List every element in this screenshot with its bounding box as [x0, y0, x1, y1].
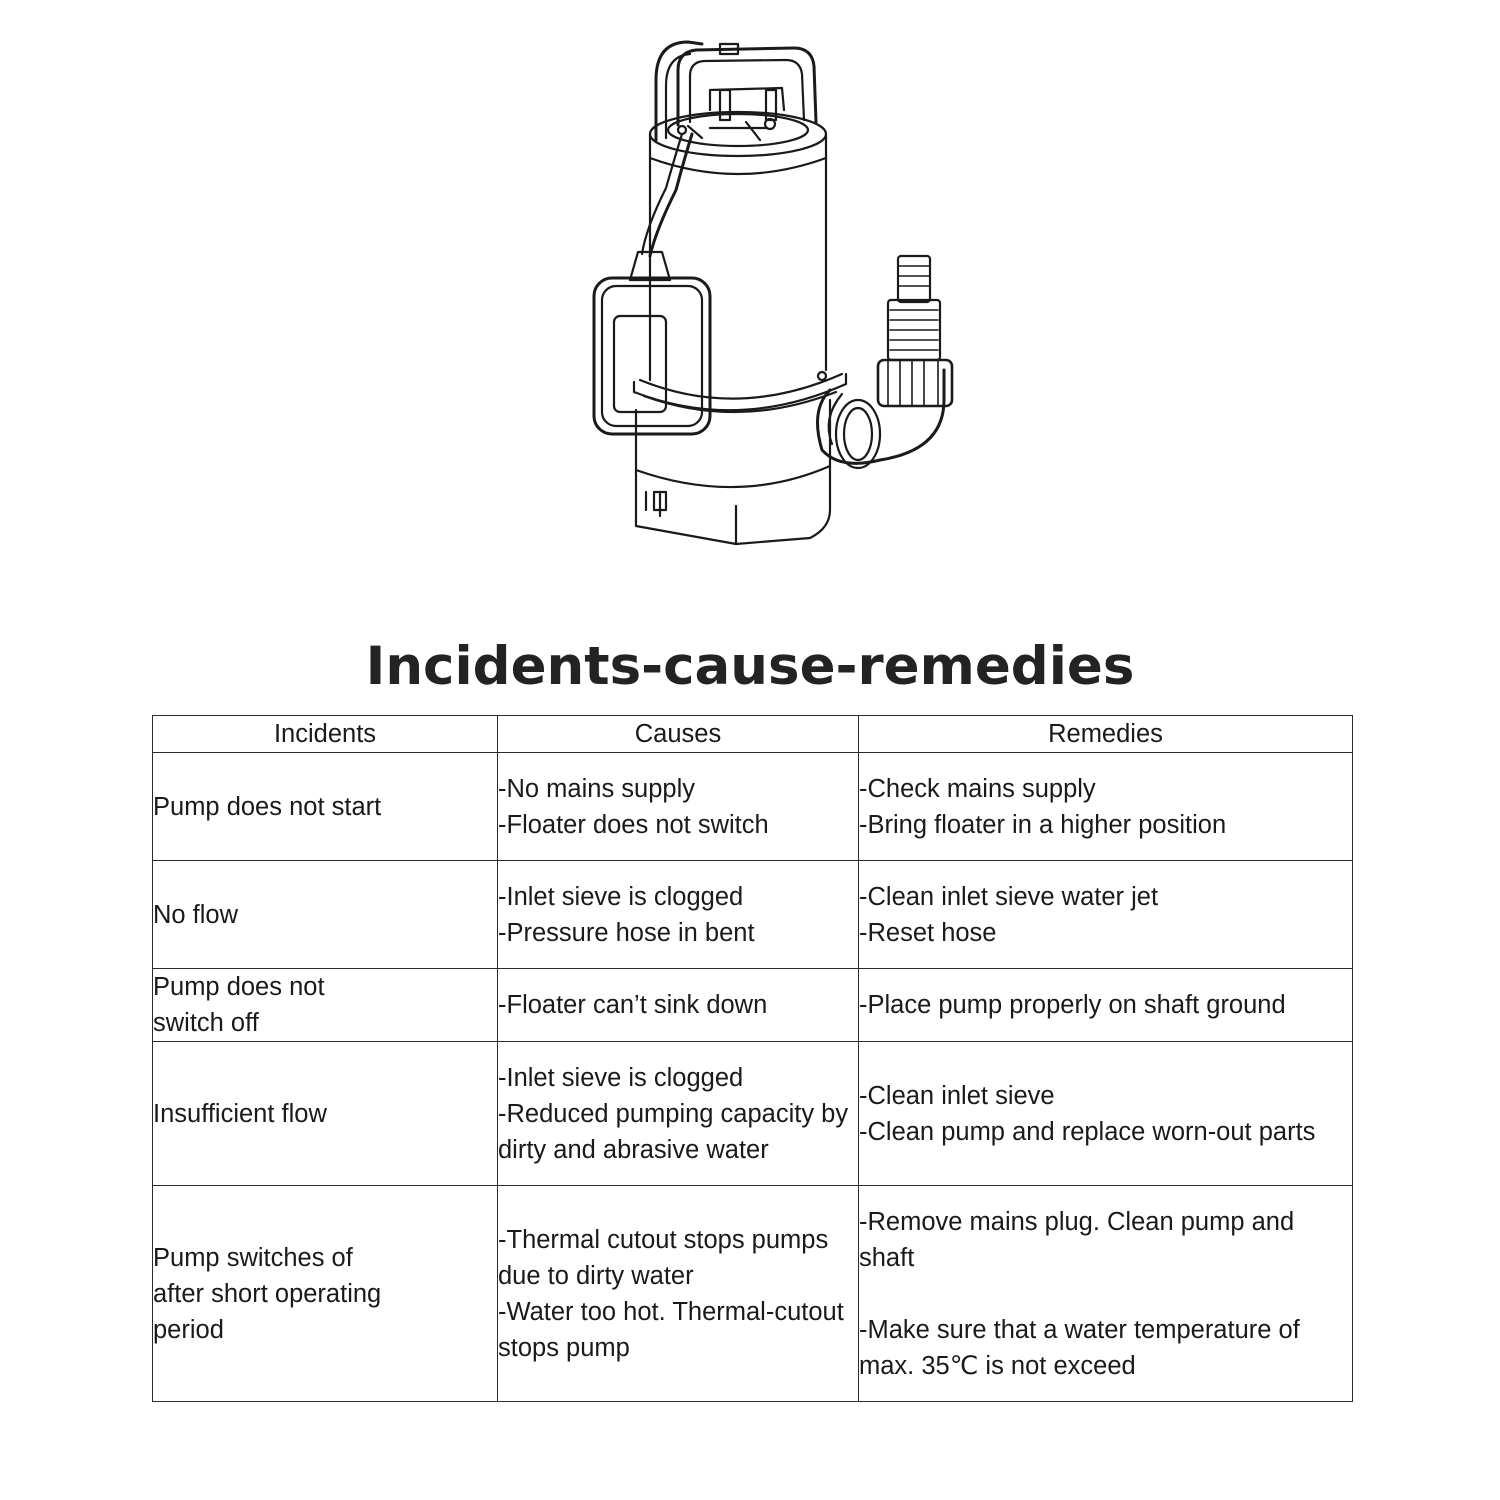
table-row [153, 969, 1353, 1042]
cause-line: -Water too hot. Thermal-cutout stops pump [498, 1297, 851, 1362]
remedy-cell [859, 1186, 1353, 1402]
cause-cell [498, 1186, 859, 1402]
remedy-line: -Make sure that a water temperature of max. 35℃ is not exceed [859, 1315, 1307, 1380]
cause-line: -Reduced pumping capacity by dirty and abrasive water [498, 1099, 856, 1164]
incident-cell: Pump switches of after short operating period [153, 1186, 498, 1402]
troubleshooting-table [152, 715, 1353, 1402]
incident-cell: Insufficient flow [153, 1042, 498, 1186]
incident-cell: No flow [153, 861, 498, 969]
cause-line: -Inlet sieve is clogged [498, 1063, 744, 1092]
cause-cell [498, 969, 859, 1042]
cause-line: -No mains supply [498, 774, 695, 803]
header-causes: Causes [498, 716, 859, 753]
remedy-cell [859, 1042, 1353, 1186]
cause-line: -Inlet sieve is clogged [498, 882, 744, 911]
incident-cell: Pump does not start [153, 753, 498, 861]
table-row [153, 1042, 1353, 1186]
header-remedies: Remedies [859, 716, 1353, 753]
cause-line: -Floater can’t sink down [498, 991, 768, 1019]
remedy-line: -Bring floater in a higher position [859, 810, 1227, 839]
remedy-line: -Check mains supply [859, 774, 1096, 803]
remedy-line: -Clean inlet sieve water jet [859, 882, 1159, 911]
cause-line: -Floater does not switch [498, 810, 769, 839]
remedy-line: -Remove mains plug. Clean pump and shaft [859, 1207, 1302, 1272]
header-incidents: Incidents [153, 716, 498, 753]
cause-cell [498, 1042, 859, 1186]
remedy-cell [859, 753, 1353, 861]
incident-cell: Pump does not switch off [153, 969, 498, 1042]
remedy-cell [859, 861, 1353, 969]
cause-cell [498, 753, 859, 861]
table-row [153, 1186, 1353, 1402]
remedy-line: -Place pump properly on shaft ground [859, 991, 1286, 1019]
submersible-pump-illustration [560, 30, 980, 570]
cause-line: -Pressure hose in bent [498, 918, 755, 947]
table-header-row [153, 716, 1353, 753]
remedy-line: -Clean inlet sieve [859, 1081, 1055, 1110]
cause-line: -Thermal cutout stops pumps due to dirty water [498, 1225, 836, 1290]
remedy-line: -Clean pump and replace worn-out parts [859, 1117, 1316, 1146]
remedy-cell [859, 969, 1353, 1042]
table-row [153, 753, 1353, 861]
remedy-spacer [859, 1276, 1352, 1312]
table-row [153, 861, 1353, 969]
cause-cell [498, 861, 859, 969]
page-title: Incidents-cause-remedies [365, 636, 1135, 697]
remedy-line: -Reset hose [859, 918, 997, 947]
